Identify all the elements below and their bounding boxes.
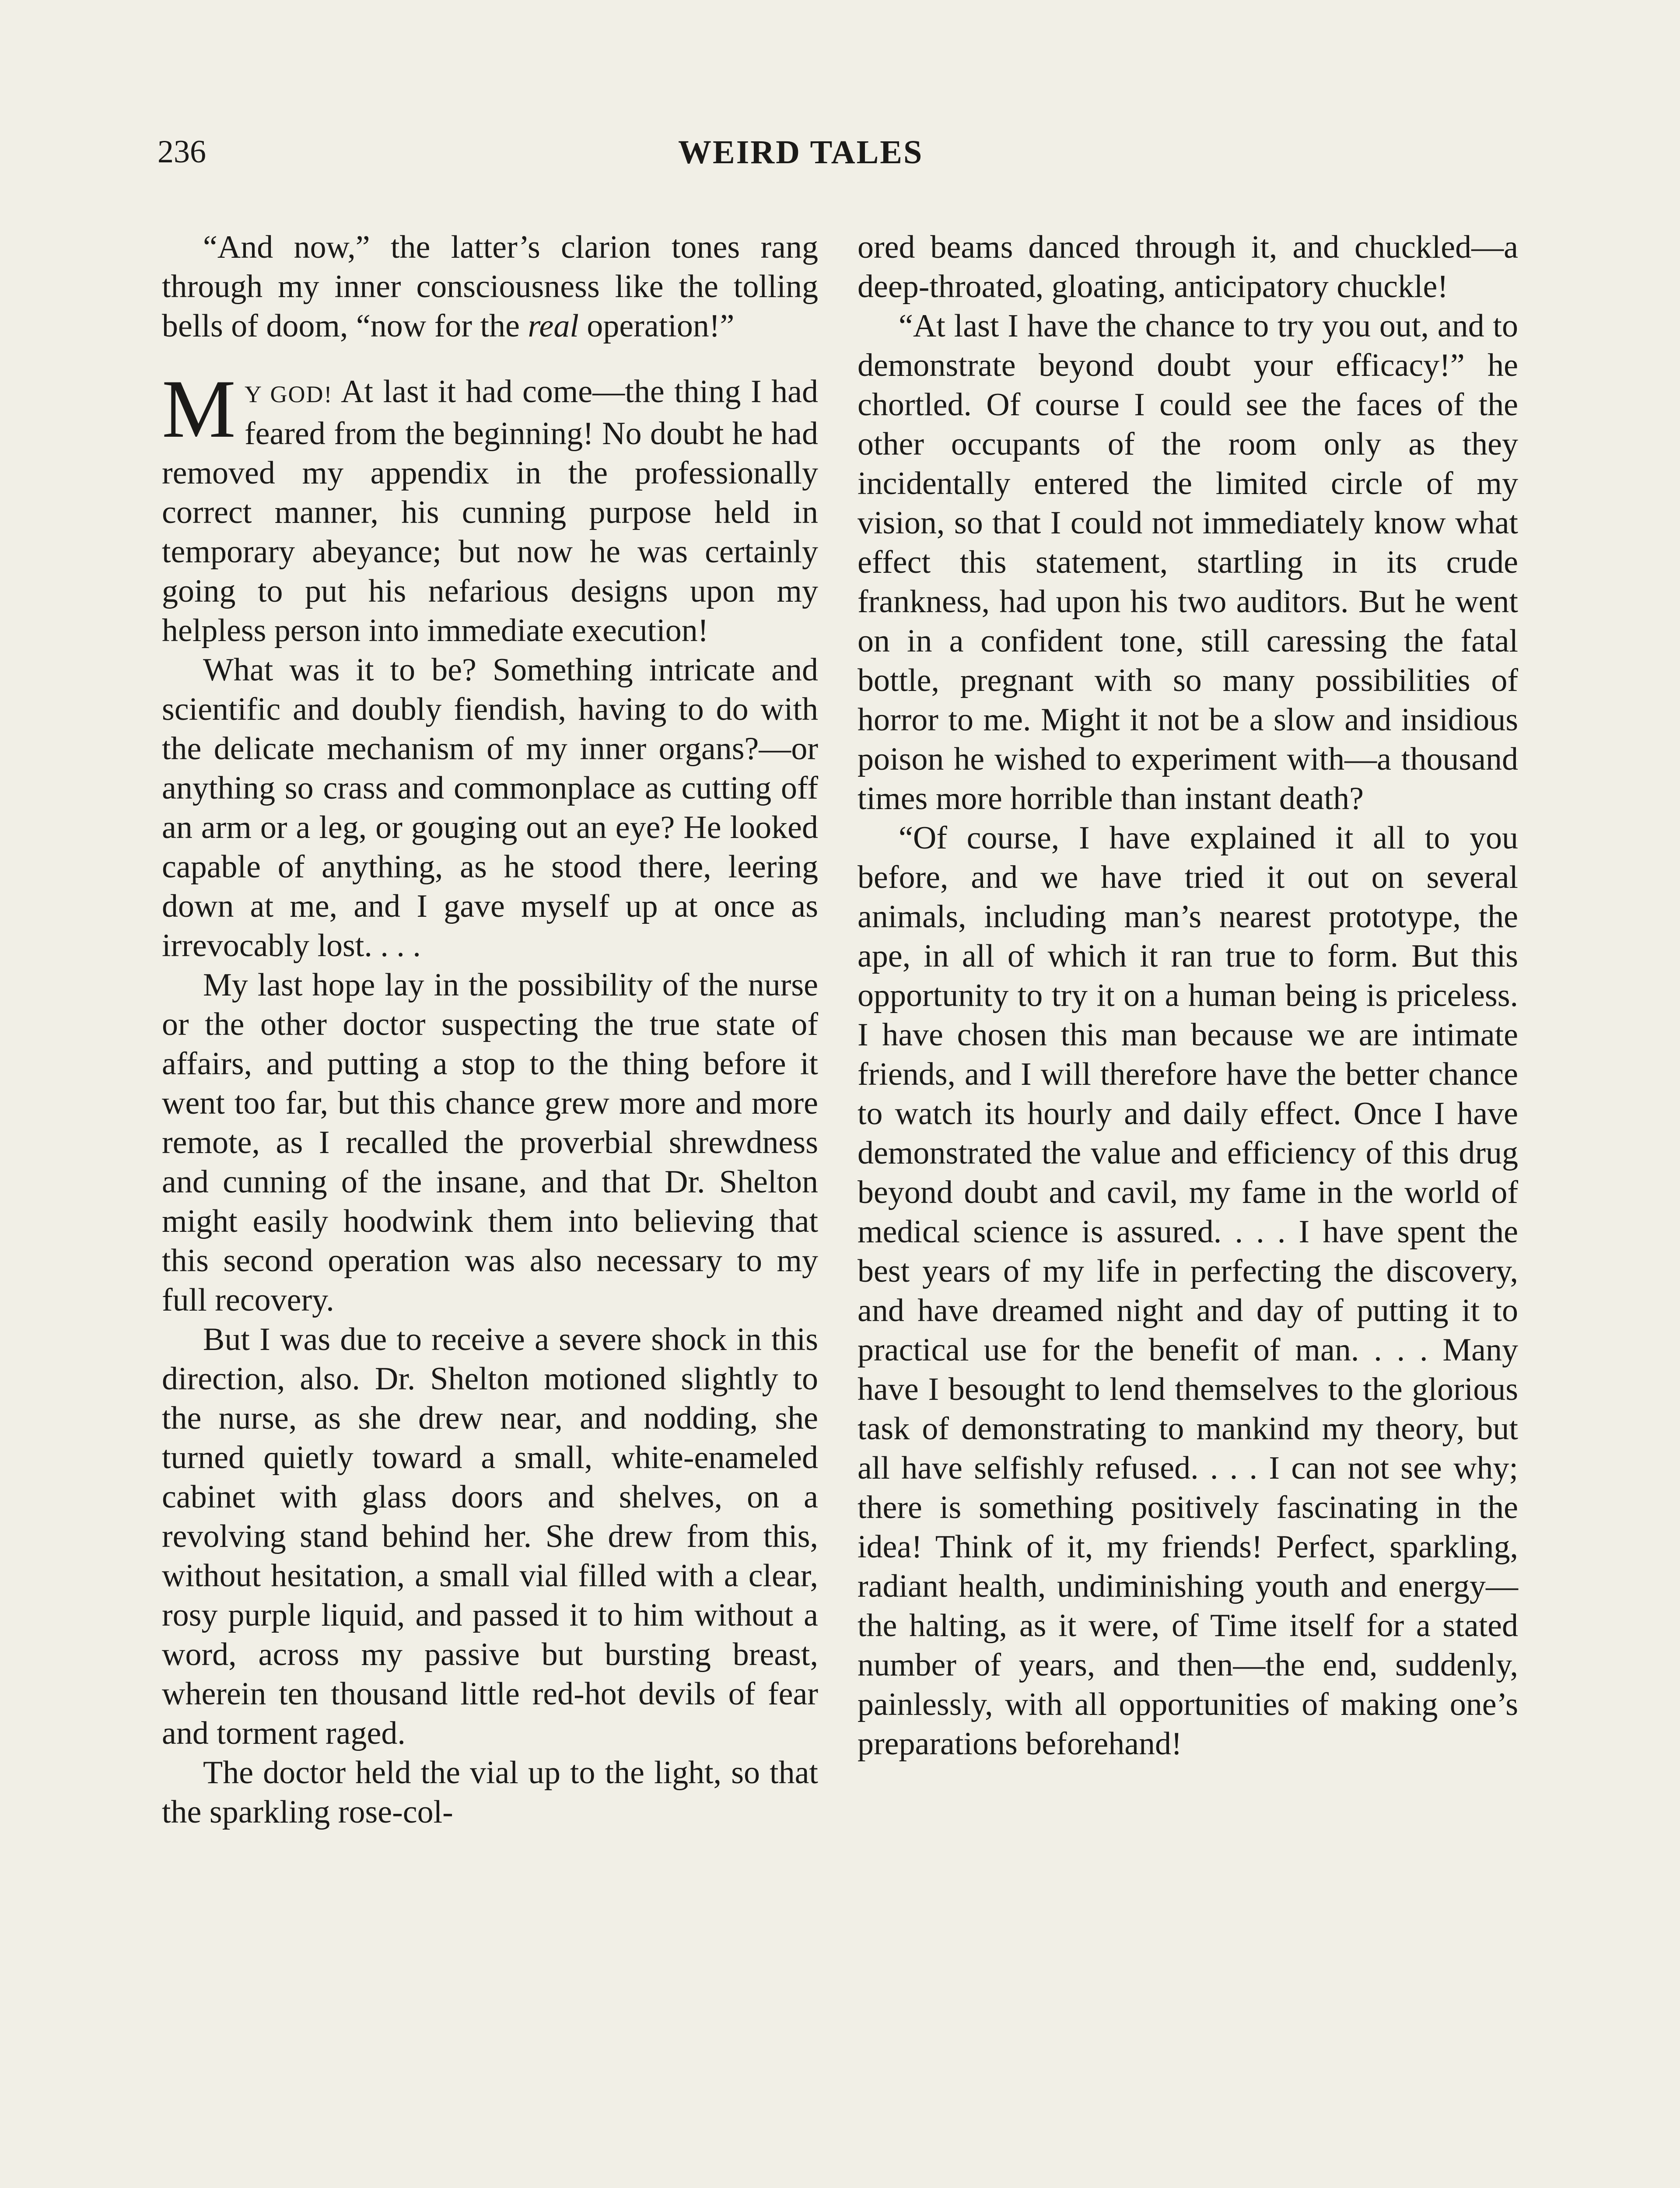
- left-column: [162, 228, 818, 1832]
- paragraph: But I was due to receive a severe shock in this direction, also. Dr. Shelton motioned slightly to the nurse, as she drew near, and nodding, she turned quietly toward a small, white-enameled cabinet with glass doors and shelves, on a revolving stand behind her. She drew from this, without hesitation, a small vial filled with a clear, rosy purple liquid, and passed it to him without a word, across my passive but bursting breast, wherein ten thousand little red-hot devils of fear and torment raged.: [162, 1322, 818, 1751]
- drop-cap: M: [162, 363, 236, 455]
- paragraph: ored beams danced through it, and chuckled—a deep-throated, gloating, anticipatory chuckle!: [858, 229, 1518, 305]
- paragraph: My last hope lay in the possibility of the nurse or the other doctor suspecting the true state of affairs, and putting a stop to the thing before it went too far, but this chance grew more and more remote, as I recalled the proverbial shrewdness and cunning of the insane, and that Dr. Shelton might easily hoodwink them into believing that this second operation was also necessary to my full recovery.: [162, 967, 818, 1318]
- paragraph: What was it to be? Something intricate and scientific and doubly fiendish, having to do with the delicate mechanism of my inner organs?—or anything so crass and commonplace as cutting off an arm or a leg, or gouging out an eye? He looked capable of anything, as he stood there, leering down at me, and I gave myself up at once as irrevocably lost. . . .: [162, 652, 818, 964]
- page-header: [158, 133, 988, 182]
- paragraph-text: operation!”: [578, 308, 735, 344]
- emphasis-text: real: [528, 308, 579, 344]
- paragraph: “At last I have the chance to try you out, and to demonstrate beyond doubt your efficacy!” he chortled. Of course I could see the faces of the other occupants of the room only as they incidentally entered the limited circle of my vision, so that I could not immediately know what effect this statement, startling in its crude frankness, had upon his two auditors. But he went on in a confident tone, still caressing the fatal bottle, pregnant with so many possibilities of horror to me. Might it not be a slow and insidious poison he wished to experiment with—a thousand times more horrible than instant death?: [858, 308, 1518, 817]
- paragraph: The doctor held the vial up to the light, so that the sparkling rose-col-: [162, 1755, 818, 1830]
- paragraph: “Of course, I have explained it all to you before, and we have tried it out on several animals, including man’s nearest prototype, the ape, in all of which it ran true to form. But this opportunity to try it on a human being is priceless. I have chosen this man because we are intimate friends, and I will therefore have the better chance to watch its hourly and daily effect. Once I have demonstrated the value and efficiency of this drug beyond doubt and cavil, my fame in the world of medical science is assured. . . . I have spent the best years of my life in perfecting the discovery, and have dreamed night and day of putting it to practical use for the benefit of man. . . . Many have I besought to lend themselves to the glorious task of demonstrating to mankind my theory, but all have selfishly refused. . . . I can not see why; there is something positively fascinating in the idea! Think of it, my friends! Perfect, sparkling, radiant health, undiminishing youth and energy—the halting, as it were, of Time itself for a stated number of years, and then—the end, suddenly, painlessly, with all opportunities of making one’s preparations beforehand!: [858, 820, 1518, 1762]
- right-column: [858, 228, 1518, 1764]
- small-caps-lead: Y GOD!: [244, 381, 333, 407]
- paragraph-text: At last it had come—the thing I had feared from the beginning! No doubt he had removed my appendix in the professionally correct manner, his cunning purpose held in temporary abeyance; but now he was certainly going to put his nefarious designs upon my helpless person into immediate execution!: [162, 374, 818, 649]
- paragraph: [162, 363, 818, 650]
- paragraph-text: “And now,” the latter’s clarion tones rang through my inner consciousness like the tolling bells of doom, “now for the: [162, 229, 818, 344]
- running-head: WEIRD TALES: [678, 134, 924, 171]
- page-number: 236: [158, 134, 206, 170]
- paragraph: [162, 228, 818, 346]
